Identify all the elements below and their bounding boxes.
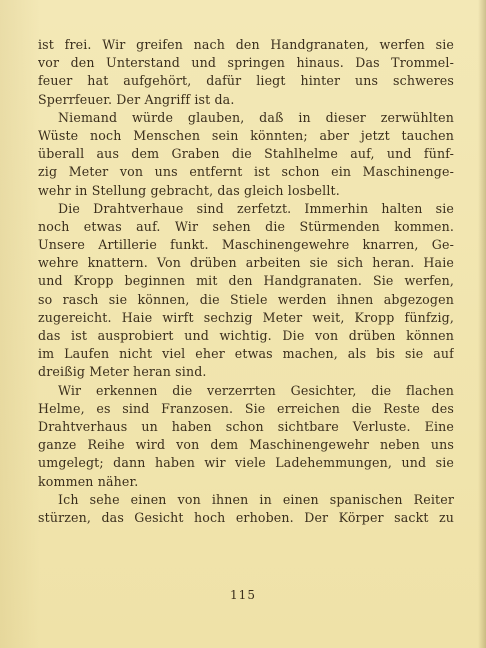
text-line: ganze Reihe wird von dem Maschinengewehr neben uns <box>38 437 454 453</box>
text-line: Wir erkennen die verzerrten Gesichter, die flachen <box>58 382 454 398</box>
text-line: das ist ausprobiert und wichtig. Die von drüben können <box>38 328 454 343</box>
text-line: umgelegt; dann haben wir viele Ladehemmungen, und sie <box>38 455 454 471</box>
text-line: wehr in Stellung gebracht, das gleich losbellt. <box>38 182 340 198</box>
text-line: zig Meter von uns entfernt ist schon ein Maschinenge- <box>38 164 454 180</box>
text-line: Drahtverhaus un haben schon sichtbare Verluste. Eine <box>38 418 454 434</box>
text-line: zugereicht. Haie wirft sechzig Meter weit, Kropp fünfzig, <box>38 309 454 325</box>
text-line: im Laufen nicht viel eher etwas machen, als bis sie auf <box>38 346 454 362</box>
text-line: Sperrfeuer. Der Angriff ist da. <box>38 91 235 107</box>
text-line: Unsere Artillerie funkt. Maschinengewehre knarren, Ge- <box>38 237 454 253</box>
text-line: so rasch sie können, die Stiele werden ihnen abgezogen <box>38 291 454 307</box>
page-number: 115 <box>230 588 256 602</box>
text-line: stürzen, das Gesicht hoch erhoben. Der Körper sackt zu <box>38 509 454 525</box>
text-line: noch etwas auf. Wir sehen die Stürmenden kommen. <box>38 218 454 234</box>
text-line: feuer hat aufgehört, dafür liegt hinter uns schweres <box>38 73 454 89</box>
text-line: überall aus dem Graben die Stahlhelme auf, und fünf- <box>38 146 454 162</box>
text-line: vor den Unterstand und springen hinaus. Das Trommel- <box>38 55 454 71</box>
text-line: Niemand würde glauben, daß in dieser zerwühlten <box>58 109 454 125</box>
body-text <box>38 36 454 527</box>
text-line: Wüste noch Menschen sein könnten; aber jetzt tauchen <box>38 127 454 143</box>
text-line: wehre knattern. Von drüben arbeiten sie sich heran. Haie <box>38 255 454 271</box>
page-edge-shadow <box>478 0 486 648</box>
text-line: dreißig Meter heran sind. <box>38 364 207 380</box>
text-line: ist frei. Wir greifen nach den Handgranaten, werfen sie <box>38 37 454 52</box>
text-line: Ich sehe einen von ihnen in einen spanischen Reiter <box>58 491 454 507</box>
text-line: Die Drahtverhaue sind zerfetzt. Immerhin halten sie <box>58 200 454 216</box>
text-line: kommen näher. <box>38 473 139 489</box>
text-line: und Kropp beginnen mit den Handgranaten. Sie werfen, <box>38 273 454 289</box>
text-line: Helme, es sind Franzosen. Sie erreichen die Reste des <box>38 400 454 416</box>
